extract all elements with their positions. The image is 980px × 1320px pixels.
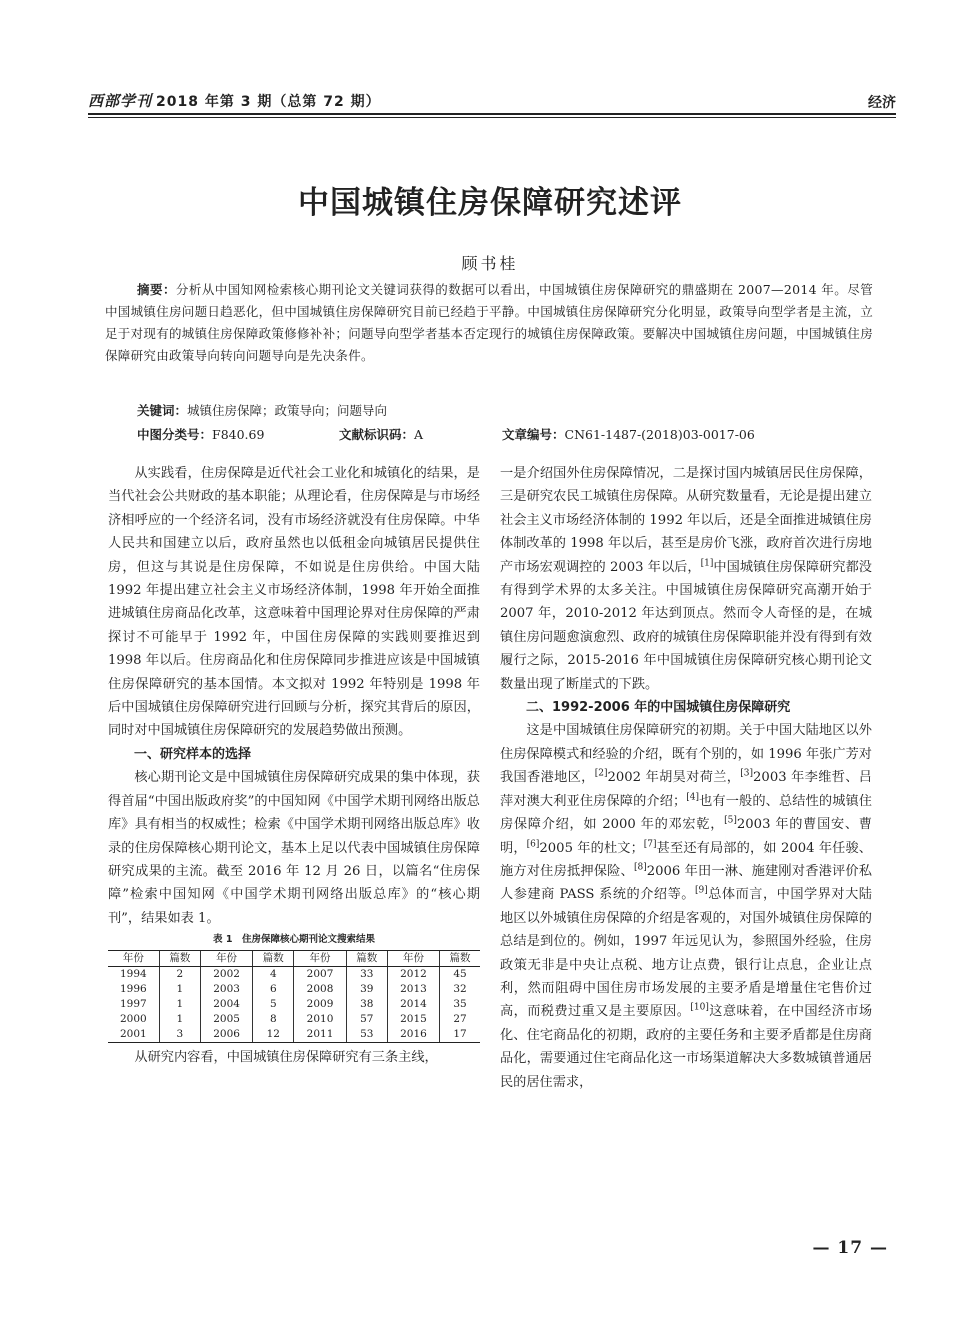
- table-cell: 32: [440, 982, 480, 997]
- table-cell: 1: [159, 997, 200, 1012]
- article-title: 中国城镇住房保障研究述评: [298, 185, 682, 221]
- section-heading-2: 二、1992-2006 年的中国城镇住房保障研究: [526, 700, 791, 716]
- table-header-cell: 年份: [387, 951, 439, 967]
- paragraph: 这是中国城镇住房保障研究的初期。关于中国大陆地区以外住房保障模式和经验的介绍，既有个别的，如 1996 年张广芳对我国香港地区，[2]2002 年胡昊对荷兰，[3]2003 年李维哲、吕萍对澳大利亚住房保障的介绍；[4]也有一般的、总结性的城镇住房保障介绍，如 2000 年的邓宏乾，[5]2003 年的曹国安、曹明，[6]2005 年的杜文；[7]甚至还有局部的，如 2004 年任骏、施方对住房抵押保险、[8]2006 年田一淋、施建刚对香港评价私人参建商 PASS 系统的介绍等。[9]总体而言，中国学界对大陆地区以外城镇住房保障的介绍是客观的，对国外城镇住房保障的总结是到位的。例如，1997 年远见认为，参照国外经验，住房政策无非是中央让点税、地方让点费，银行让点息，企业让点利，然而阻碍中国住房市场发展的主要矛盾是增量住宅售价过高，而税费过重又是主要原因。[10]这意味着，在中国经济市场化、住宅商品化的初期，政府的主要任务和主要矛盾都是住房商品化，需要通过住宅商品化这一市场渠道解决大多数城镇普通居民的居住需求，: [500, 723, 873, 1090]
- citation-marker: [1]: [700, 558, 714, 569]
- table-caption: 表 1 住房保障核心期刊论文搜索结果: [213, 934, 375, 946]
- table-cell: 4: [253, 967, 294, 983]
- table-row: [108, 1012, 480, 1027]
- header-rule-thin: [88, 117, 896, 118]
- table-cell: 2012: [387, 967, 439, 983]
- table-cell: 2013: [387, 982, 439, 997]
- keywords-label: 关键词：: [137, 403, 188, 418]
- header-rule-thick: [88, 113, 896, 115]
- table-cell: 2016: [387, 1027, 439, 1043]
- table-header-cell: 篇数: [440, 951, 480, 967]
- clc-number: 中图分类号：F840.69: [137, 427, 265, 442]
- table-header-cell: 年份: [294, 951, 346, 967]
- citation-marker: [5]: [724, 815, 737, 826]
- citation-marker: [3]: [740, 768, 754, 779]
- table-cell: 2015: [387, 1012, 439, 1027]
- keywords: [137, 401, 387, 419]
- citation-marker: [7]: [643, 839, 657, 850]
- abstract-label: 摘要：: [137, 282, 176, 297]
- table-header-cell: 年份: [201, 951, 253, 967]
- document-code: 文献标识码：A: [339, 427, 424, 442]
- paragraph: 从实践看，住房保障是近代社会工业化和城镇化的结果，是当代社会公共财政的基本职能；从理论看，住房保障是与市场经济相呼应的一个经济名词，没有市场经济就没有住房保障。中华人民共和国建立以后，政府虽然也以低租金向城镇居民提供住房，但这与其说是住房保障，不如说是住房供给。中国大陆 1992 年提出建立社会主义市场经济体制，1998 年开始全面推进城镇住房商品化改革，这意味着中国理论界对住房保障的严肃探讨不可能早于 1992 年，中国住房保障的实践则要推迟到 1998 年以后。住房商品化和住房保障同步推进应该是中国城镇住房保障研究的基本国情。本文拟对 1992 年特别是 1998 年后中国城镇住房保障研究进行回顾与分析，探究其背后的原因，同时对中国城镇住房保障研究的发展趋势做出预测。: [108, 466, 480, 739]
- table-cell: 17: [440, 1027, 480, 1043]
- article-number: 文章编号：CN61-1487-(2018)03-0017-06: [502, 427, 755, 442]
- citation-marker: [2]: [594, 768, 608, 779]
- table-cell: 12: [253, 1027, 294, 1043]
- table-cell: 5: [253, 997, 294, 1012]
- results-table: [108, 950, 480, 1043]
- table-cell: 2007: [294, 967, 346, 983]
- table-cell: 1996: [119, 983, 147, 996]
- running-header: [88, 88, 896, 114]
- issue-info: 2018 年第 3 期（总第 72 期）: [156, 94, 381, 110]
- table-cell: 35: [440, 997, 480, 1012]
- table-cell: 39: [346, 982, 387, 997]
- table-cell: 2002: [201, 967, 253, 983]
- table-row: [108, 1027, 480, 1043]
- table-cell: 53: [346, 1027, 387, 1043]
- table-cell: 2009: [294, 997, 346, 1012]
- table-row: [108, 997, 480, 1012]
- citation-marker: [8]: [633, 862, 647, 873]
- table-cell: 33: [346, 967, 387, 983]
- table-cell: 2005: [201, 1012, 253, 1027]
- table-cell: 6: [253, 982, 294, 997]
- table-cell: 8: [253, 1012, 294, 1027]
- table-cell: 2001: [108, 1027, 159, 1043]
- right-column: [500, 462, 872, 1094]
- table-cell: 2014: [387, 997, 439, 1012]
- table-header-cell: 年份: [108, 951, 159, 967]
- table-cell: 57: [346, 1012, 387, 1027]
- table-row: [108, 982, 480, 997]
- table-cell: 3: [159, 1027, 200, 1043]
- table-cell: 1: [159, 982, 200, 997]
- citation-marker: [6]: [526, 839, 540, 850]
- table-cell: 2: [159, 967, 200, 983]
- citation-marker: [9]: [694, 885, 708, 896]
- table-cell: 1997: [119, 998, 147, 1011]
- table-cell: 2010: [294, 1012, 346, 1027]
- section-tag: 经济: [868, 95, 896, 111]
- keywords-text: 城镇住房保障；政策导向；问题导向: [187, 403, 388, 418]
- table-cell: 2003: [201, 982, 253, 997]
- table-cell: 2011: [294, 1027, 346, 1043]
- paragraph: 一是介绍国外住房保障情况，二是探讨国内城镇居民住房保障，三是研究农民工城镇住房保障。从研究数量看，无论是提出建立社会主义市场经济体制的 1992 年以后，还是全面推进城镇住房体制改革的 1998 年以后，甚至是房价飞涨，政府首次进行房地产市场宏观调控的 2003 年以后，[1]中国城镇住房保障研究都没有得到学术界的太多关注。中国城镇住房保障研究高潮开始于 2007 年，2010-2012 年达到顶点。然而令人奇怪的是，在城镇住房问题愈演愈烈、政府的城镇住房保障职能并没有得到有效履行之际，2015-2016 年中国城镇住房保障研究核心期刊论文数量出现了断崖式的下跌。: [500, 466, 872, 692]
- table-cell: 1994: [119, 968, 147, 981]
- table-cell: 2000: [119, 1013, 147, 1026]
- paragraph: 核心期刊论文是中国城镇住房保障研究成果的集中体现，获得首届“中国出版政府奖”的中国知网《中国学术期刊网络出版总库》具有相当的权威性；检索《中国学术期刊网络出版总库》收录的住房保障核心期刊论文，基本上足以代表中国城镇住房保障研究成果的主流。截至 2016 年 12 月 26 日，以篇名“住房保障”检索中国知网《中国学术期刊网络出版总库》的“核心期刊”，结果如表 1。: [108, 770, 480, 926]
- table-header-cell: 篇数: [253, 951, 294, 967]
- table-cell: 38: [346, 997, 387, 1012]
- table-cell: 1: [159, 1012, 200, 1027]
- paragraph: 从研究内容看，中国城镇住房保障研究有三条主线，: [134, 1050, 438, 1066]
- table-cell: 2004: [201, 997, 253, 1012]
- journal-issue-line: [88, 90, 381, 111]
- page-number: — 17 —: [812, 1238, 888, 1258]
- table-header-cell: 篇数: [346, 951, 387, 967]
- table-cell: 2008: [294, 982, 346, 997]
- abstract: [105, 279, 873, 367]
- citation-marker: [4]: [686, 792, 699, 803]
- table-header-cell: 篇数: [159, 951, 200, 967]
- table-cell: 2006: [201, 1027, 253, 1043]
- left-column: [108, 462, 480, 1070]
- table-row: [108, 967, 480, 983]
- abstract-text: 分析从中国知网检索核心期刊论文关键词获得的数据可以看出，中国城镇住房保障研究的鼎盛期在 2007—2014 年。尽管中国城镇住房问题日趋恶化，但中国城镇住房保障研究目前已经趋于平静。中国城镇住房保障研究分化明显，政策导向型学者是主流，立足于对现有的城镇住房保障政策修修补补；问题导向型学者基本否定现行的城镇住房保障政策。要解决中国城镇住房问题，中国城镇住房保障研究由政策导向转向问题导向是先决条件。: [105, 282, 874, 363]
- journal-logo: 西部学刊: [88, 92, 153, 110]
- table-cell: 45: [440, 967, 480, 983]
- table-cell: 27: [440, 1012, 480, 1027]
- section-heading-1: 一、研究样本的选择: [134, 746, 252, 762]
- author: 顾书桂: [461, 254, 519, 273]
- citation-marker: [10]: [690, 1002, 709, 1013]
- table-header-row: [108, 951, 480, 967]
